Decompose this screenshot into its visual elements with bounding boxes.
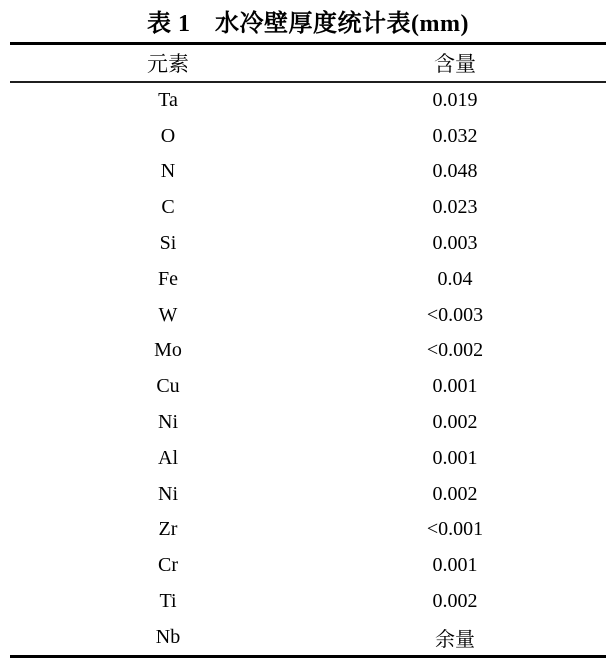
element-cell: W	[158, 303, 178, 326]
element-cell: Ta	[158, 88, 178, 111]
content-cell: 0.001	[432, 446, 478, 469]
content-cell: 0.001	[432, 554, 478, 577]
bottom-rule	[10, 655, 606, 658]
table-row	[10, 440, 606, 476]
content-cell: 0.032	[432, 124, 478, 147]
content-cell: <0.003	[426, 303, 484, 326]
element-cell: Al	[158, 446, 178, 469]
table-row	[10, 619, 606, 655]
content-cell: 0.019	[432, 88, 478, 111]
table-row	[10, 118, 606, 154]
table-row	[10, 154, 606, 190]
content-cell: 0.001	[432, 375, 478, 398]
content-cell: 0.023	[432, 196, 478, 219]
content-cell: 0.003	[432, 232, 478, 255]
table-title: 表 1 水冷壁厚度统计表(mm)	[147, 11, 469, 37]
column-header-content: 含量	[434, 52, 476, 76]
element-cell: Fe	[158, 267, 178, 290]
table-row	[10, 369, 606, 405]
element-cell: Nb	[155, 625, 181, 648]
table-row	[10, 261, 606, 297]
element-cell: Si	[159, 232, 177, 255]
table-row	[10, 405, 606, 441]
table-row	[10, 476, 606, 512]
table-header-row	[10, 45, 606, 81]
element-cell: C	[161, 196, 175, 219]
element-cell: Ni	[158, 482, 178, 505]
content-cell: 0.002	[432, 482, 478, 505]
table-row	[10, 83, 606, 119]
content-cell: 余量	[435, 628, 475, 651]
element-cell: Zr	[158, 518, 178, 541]
table-body	[0, 83, 616, 656]
element-cell: Cr	[158, 554, 178, 577]
element-cell: Mo	[154, 339, 182, 362]
table-row	[10, 548, 606, 584]
element-cell: Ni	[158, 411, 178, 434]
content-cell: 0.002	[432, 411, 478, 434]
table-row	[10, 584, 606, 620]
element-cell: N	[160, 160, 176, 183]
column-header-element: 元素	[147, 52, 189, 76]
table-row	[10, 333, 606, 369]
content-cell: <0.001	[426, 518, 484, 541]
table-row	[10, 512, 606, 548]
element-cell: Cu	[156, 375, 180, 398]
content-cell: 0.04	[437, 267, 473, 290]
element-cell: O	[160, 124, 176, 147]
content-cell: 0.002	[432, 590, 478, 613]
table-row	[10, 226, 606, 262]
table-row	[10, 297, 606, 333]
element-cell: Ti	[159, 590, 177, 613]
table-row	[10, 190, 606, 226]
content-cell: 0.048	[432, 160, 478, 183]
content-cell: <0.002	[426, 339, 484, 362]
